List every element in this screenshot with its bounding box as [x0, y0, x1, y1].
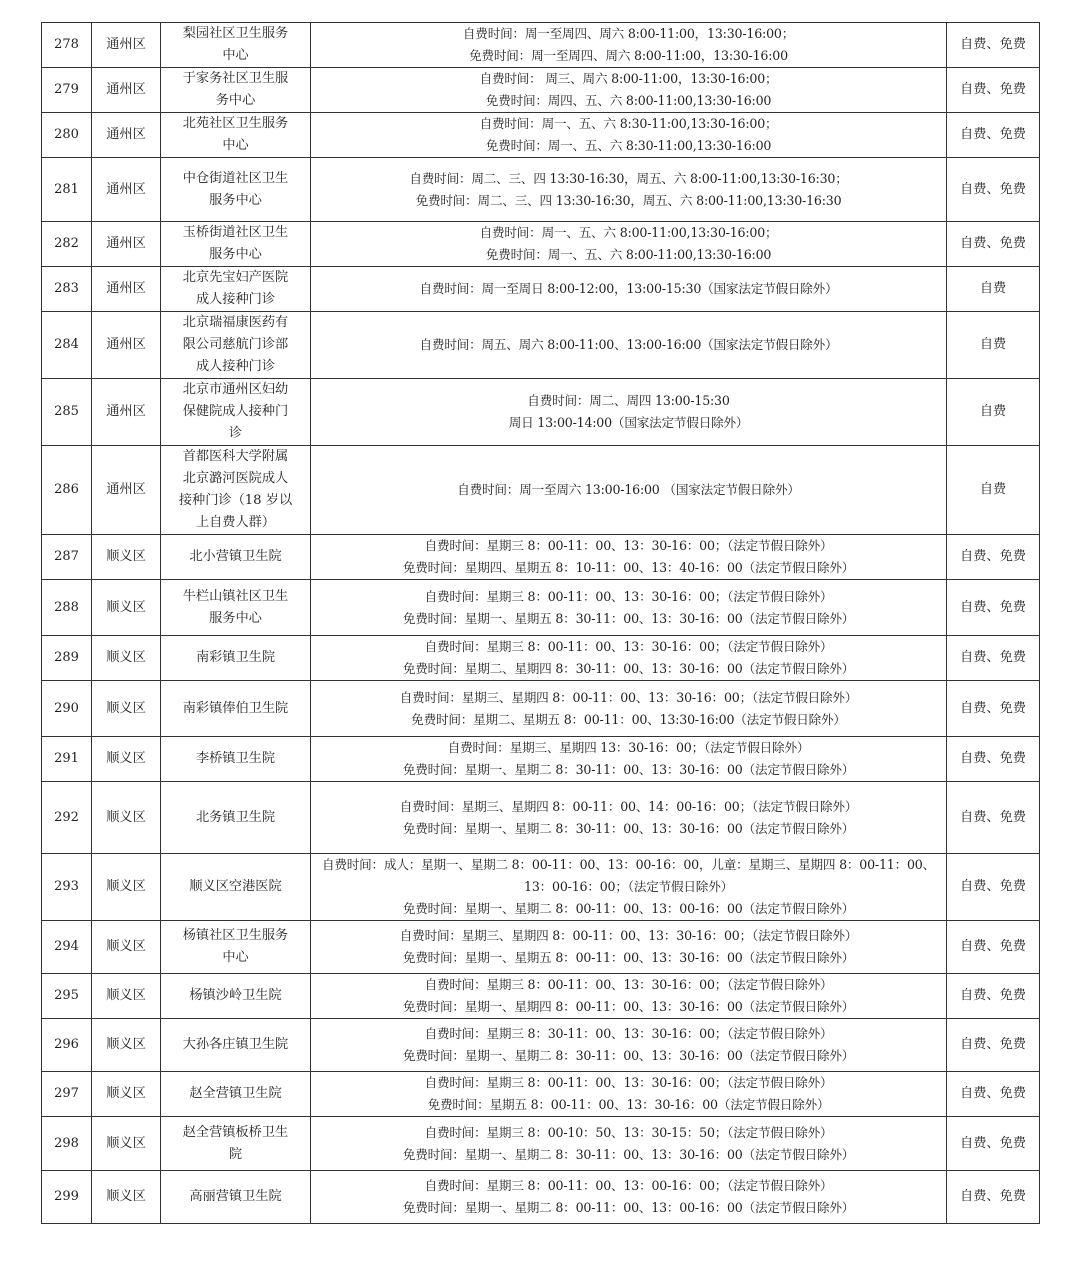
- schedule-line: 免费时间：星期一、星期二 8：30-11：00、13：30-16：00（法定节假日除外）: [402, 1146, 855, 1162]
- clinic-name: 高丽营镇卫生院: [189, 1189, 282, 1204]
- district-cell: 通州区: [92, 158, 161, 222]
- schedule-line: 免费时间：星期二、星期五 8：00-11：00、13:30-16:00（法定节假日除外）: [411, 711, 846, 727]
- clinic-name-cell: [161, 446, 311, 535]
- row-number: 296: [42, 1019, 92, 1072]
- table-row: [42, 681, 1040, 737]
- table-row: [42, 1117, 1040, 1171]
- fee-type-cell: 自费、免费: [947, 737, 1040, 782]
- schedule-line: 周日 13:00-14:00（国家法定节假日除外）: [508, 415, 749, 430]
- schedule-cell: [311, 681, 947, 737]
- clinic-name: 北小营镇卫生院: [189, 549, 282, 564]
- schedule-line: 自费时间：星期三、星期四 8：00-11：00、13：30-16：00；（法定节假日除外）: [399, 689, 858, 705]
- district-cell: 通州区: [92, 312, 161, 379]
- table-row: [42, 68, 1040, 113]
- clinic-schedule-table: [41, 22, 1040, 1224]
- fee-type-cell: 自费、免费: [947, 636, 1040, 681]
- schedule-cell: [311, 535, 947, 580]
- schedule-line: 自费时间：周五、周六 8:00-11:00、13:00-16:00（国家法定节假日除外）: [419, 337, 838, 352]
- fee-type-cell: 自费、免费: [947, 782, 1040, 854]
- clinic-name: 南彩镇卫生院: [195, 650, 276, 665]
- clinic-name-cell: [161, 782, 311, 854]
- table-row: [42, 1072, 1040, 1117]
- district-cell: 顺义区: [92, 854, 161, 921]
- table-row: [42, 854, 1040, 921]
- vaccination-clinic-table-page: [41, 22, 1039, 1224]
- schedule-line: 免费时间：周四、五、六 8:00-11:00,13:30-16:00: [485, 93, 772, 108]
- row-number: 286: [42, 446, 92, 535]
- schedule-line: 自费时间：星期三 8：00-11：00、13：00-16：00；（法定节假日除外）: [424, 1178, 833, 1193]
- clinic-name: 李桥镇卫生院: [195, 751, 276, 766]
- clinic-name: 北苑社区卫生服务中心: [182, 116, 289, 153]
- schedule-line: 自费时间：星期三、星期四 13：30-16：00；（法定节假日除外）: [447, 740, 810, 755]
- schedule-line: 自费时间：星期三 8：00-11：00、13：30-16：00；（法定节假日除外）: [424, 1075, 833, 1090]
- schedule-cell: [311, 222, 947, 267]
- schedule-cell: [311, 974, 947, 1019]
- schedule-cell: [311, 23, 947, 68]
- fee-type-cell: 自费、免费: [947, 113, 1040, 158]
- schedule-cell: [311, 1117, 947, 1171]
- row-number: 278: [42, 23, 92, 68]
- clinic-name-cell: [161, 737, 311, 782]
- clinic-name-cell: [161, 921, 311, 974]
- row-number: 294: [42, 921, 92, 974]
- clinic-name-cell: [161, 535, 311, 580]
- schedule-line: 免费时间：星期一、星期二 8：00-11：00、13：00-16：00（法定节假日除外）: [402, 1200, 855, 1215]
- table-row: [42, 974, 1040, 1019]
- clinic-name: 大孙各庄镇卫生院: [182, 1037, 289, 1052]
- schedule-line: 免费时间：星期二、星期四 8：30-11：00、13：30-16：00（法定节假日除外）: [402, 661, 855, 676]
- row-number: 292: [42, 782, 92, 854]
- fee-type-cell: 自费: [947, 312, 1040, 379]
- schedule-line: 自费时间：星期三 8：00-11：00、13：30-16：00；（法定节假日除外）: [424, 977, 833, 992]
- clinic-name: 首都医科大学附属北京潞河医院成人接种门诊（18 岁以上自费人群）: [178, 449, 293, 530]
- schedule-line: 免费时间：星期一、星期五 8：00-11：00、13：30-16：00（法定节假日除外）: [402, 950, 855, 965]
- clinic-name-cell: [161, 1019, 311, 1072]
- schedule-cell: [311, 379, 947, 446]
- schedule-cell: [311, 580, 947, 636]
- clinic-name: 于家务社区卫生服务中心: [182, 71, 289, 108]
- district-cell: 顺义区: [92, 636, 161, 681]
- table-row: [42, 737, 1040, 782]
- clinic-name-cell: [161, 974, 311, 1019]
- row-number: 283: [42, 267, 92, 312]
- row-number: 280: [42, 113, 92, 158]
- row-number: 285: [42, 379, 92, 446]
- row-number: 297: [42, 1072, 92, 1117]
- clinic-name: 北京瑞福康医药有限公司慈航门诊部成人接种门诊: [182, 315, 289, 374]
- schedule-cell: [311, 68, 947, 113]
- schedule-line: 自费时间：星期三、星期四 8：00-11：00、13：30-16：00；（法定节假日除外）: [399, 928, 858, 943]
- schedule-line: 自费时间：星期三 8：00-11：00、13：30-16：00；（法定节假日除外）: [424, 639, 833, 654]
- row-number: 288: [42, 580, 92, 636]
- district-cell: 通州区: [92, 113, 161, 158]
- table-row: [42, 113, 1040, 158]
- clinic-name: 赵全营镇板桥卫生院: [182, 1124, 289, 1162]
- fee-type-cell: 自费、免费: [947, 535, 1040, 580]
- row-number: 293: [42, 854, 92, 921]
- row-number: 299: [42, 1171, 92, 1224]
- clinic-name-cell: [161, 379, 311, 446]
- clinic-name: 中仓街道社区卫生服务中心: [182, 170, 289, 208]
- clinic-name-cell: [161, 580, 311, 636]
- row-number: 282: [42, 222, 92, 267]
- district-cell: 通州区: [92, 222, 161, 267]
- schedule-line: 自费时间：星期三 8：00-11：00、13：30-16：00；（法定节假日除外）: [424, 588, 833, 604]
- table-row: [42, 23, 1040, 68]
- district-cell: 通州区: [92, 68, 161, 113]
- schedule-line: 免费时间：星期五 8：00-11：00、13：30-16：00（法定节假日除外）: [427, 1097, 830, 1112]
- clinic-name-cell: [161, 158, 311, 222]
- clinic-name-cell: [161, 23, 311, 68]
- row-number: 287: [42, 535, 92, 580]
- schedule-line: 自费时间：周一、五、六 8:00-11:00,13:30-16:00；: [479, 225, 778, 240]
- schedule-line: 自费时间：星期三、星期四 8：00-11：00、14：00-16：00；（法定节假日除外）: [399, 798, 858, 814]
- clinic-name-cell: [161, 636, 311, 681]
- row-number: 279: [42, 68, 92, 113]
- schedule-line: 免费时间：周一、五、六 8:00-11:00,13:30-16:00: [485, 247, 772, 262]
- schedule-line: 自费时间：星期三 8：00-11：00、13：30-16：00；（法定节假日除外）: [424, 538, 833, 553]
- clinic-name: 顺义区空港医院: [189, 879, 282, 894]
- row-number: 295: [42, 974, 92, 1019]
- district-cell: 顺义区: [92, 921, 161, 974]
- table-row: [42, 158, 1040, 222]
- clinic-name-cell: [161, 854, 311, 921]
- fee-type-cell: 自费、免费: [947, 854, 1040, 921]
- schedule-cell: [311, 854, 947, 921]
- schedule-cell: [311, 1019, 947, 1072]
- table-row: [42, 580, 1040, 636]
- table-row: [42, 782, 1040, 854]
- schedule-cell: [311, 636, 947, 681]
- schedule-cell: [311, 921, 947, 974]
- row-number: 289: [42, 636, 92, 681]
- schedule-line: 自费时间：星期三 8：30-11：00、13：30-16：00；（法定节假日除外）: [424, 1026, 833, 1041]
- clinic-name: 梨园社区卫生服务中心: [182, 26, 289, 63]
- schedule-line: 自费时间：周一至周六 13:00-16:00 （国家法定节假日除外）: [457, 482, 800, 497]
- table-row: [42, 921, 1040, 974]
- fee-type-cell: 自费、免费: [947, 222, 1040, 267]
- row-number: 281: [42, 158, 92, 222]
- fee-type-cell: 自费、免费: [947, 681, 1040, 737]
- clinic-name-cell: [161, 267, 311, 312]
- clinic-name: 玉桥街道社区卫生服务中心: [182, 225, 289, 262]
- schedule-line: 自费时间：周一、五、六 8:30-11:00,13:30-16:00；: [479, 116, 778, 131]
- row-number: 291: [42, 737, 92, 782]
- table-row: [42, 636, 1040, 681]
- row-number: 298: [42, 1117, 92, 1171]
- district-cell: 顺义区: [92, 782, 161, 854]
- district-cell: 顺义区: [92, 1171, 161, 1224]
- schedule-cell: [311, 782, 947, 854]
- clinic-name: 杨镇沙岭卫生院: [189, 988, 282, 1003]
- schedule-line: 自费时间：周二、周四 13:00-15:30: [527, 393, 730, 408]
- fee-type-cell: 自费: [947, 446, 1040, 535]
- table-row: [42, 446, 1040, 535]
- clinic-name-cell: [161, 113, 311, 158]
- district-cell: 通州区: [92, 446, 161, 535]
- clinic-name: 赵全营镇卫生院: [189, 1086, 282, 1101]
- schedule-cell: [311, 1072, 947, 1117]
- district-cell: 顺义区: [92, 580, 161, 636]
- fee-type-cell: 自费、免费: [947, 921, 1040, 974]
- schedule-cell: [311, 113, 947, 158]
- fee-type-cell: 自费、免费: [947, 1117, 1040, 1171]
- clinic-name-cell: [161, 681, 311, 737]
- schedule-cell: [311, 737, 947, 782]
- schedule-line: 自费时间：周一至周日 8:00-12:00，13:00-15:30（国家法定节假日除外）: [419, 281, 838, 296]
- schedule-cell: [311, 158, 947, 222]
- district-cell: 顺义区: [92, 1072, 161, 1117]
- schedule-line: 免费时间：周一至周四、周六 8:00-11:00，13:30-16:00: [469, 48, 788, 63]
- district-cell: 顺义区: [92, 974, 161, 1019]
- district-cell: 顺义区: [92, 1019, 161, 1072]
- schedule-line: 免费时间：周二、三、四 13:30-16:30，周五、六 8:00-11:00,13:30-16:30: [415, 192, 842, 208]
- schedule-line: 免费时间：周一、五、六 8:30-11:00,13:30-16:00: [485, 138, 772, 153]
- schedule-line: 自费时间： 周三、周六 8:00-11:00，13:30-16:00；: [479, 71, 778, 86]
- clinic-name-cell: [161, 68, 311, 113]
- district-cell: 顺义区: [92, 1117, 161, 1171]
- row-number: 284: [42, 312, 92, 379]
- fee-type-cell: 自费、免费: [947, 1171, 1040, 1224]
- table-body: [42, 23, 1040, 1224]
- clinic-name: 北京市通州区妇幼保健院成人接种门诊: [182, 382, 289, 441]
- table-row: [42, 267, 1040, 312]
- fee-type-cell: 自费、免费: [947, 158, 1040, 222]
- fee-type-cell: 自费、免费: [947, 68, 1040, 113]
- fee-type-cell: 自费: [947, 379, 1040, 446]
- clinic-name: 北务镇卫生院: [195, 809, 276, 825]
- schedule-line: 免费时间：星期一、星期四 8：00-11：00、13：30-16：00（法定节假日除外）: [402, 999, 855, 1014]
- fee-type-cell: 自费、免费: [947, 23, 1040, 68]
- schedule-line: 自费时间：周二、三、四 13:30-16:30，周五、六 8:00-11:00,13:30-16:30；: [409, 170, 848, 186]
- district-cell: 通州区: [92, 379, 161, 446]
- table-row: [42, 379, 1040, 446]
- row-number: 290: [42, 681, 92, 737]
- fee-type-cell: 自费、免费: [947, 1072, 1040, 1117]
- district-cell: 顺义区: [92, 681, 161, 737]
- district-cell: 顺义区: [92, 737, 161, 782]
- schedule-cell: [311, 312, 947, 379]
- schedule-cell: [311, 446, 947, 535]
- district-cell: 通州区: [92, 267, 161, 312]
- clinic-name-cell: [161, 1117, 311, 1171]
- table-row: [42, 312, 1040, 379]
- schedule-line: 免费时间：星期一、星期二 8：30-11：00、13：30-16：00（法定节假日除外）: [402, 1048, 855, 1063]
- clinic-name: 牛栏山镇社区卫生服务中心: [182, 588, 289, 626]
- schedule-line: 免费时间：星期一、星期二 8：30-11：00、13：30-16：00（法定节假日除外）: [402, 762, 855, 777]
- schedule-line: 自费时间：周一至周四、周六 8:00-11:00，13:30-16:00；: [462, 26, 795, 41]
- fee-type-cell: 自费、免费: [947, 974, 1040, 1019]
- clinic-name-cell: [161, 1072, 311, 1117]
- schedule-line: 免费时间：星期一、星期五 8：30-11：00、13：30-16：00（法定节假日除外）: [402, 610, 855, 626]
- schedule-line: 免费时间：星期一、星期二 8：30-11：00、13：30-16：00（法定节假日除外）: [402, 820, 855, 836]
- clinic-name-cell: [161, 1171, 311, 1224]
- fee-type-cell: 自费、免费: [947, 1019, 1040, 1072]
- table-row: [42, 1171, 1040, 1224]
- clinic-name: 南彩镇俸伯卫生院: [182, 700, 289, 716]
- clinic-name: 杨镇社区卫生服务中心: [182, 928, 289, 965]
- district-cell: 顺义区: [92, 535, 161, 580]
- schedule-line: 自费时间：成人：星期一、星期二 8：00-11：00、13：00-16：00，儿童：星期三、星期四 8：00-11：00、13：00-16：00；（法定节假日除外）: [321, 857, 936, 894]
- schedule-line: 自费时间：星期三 8：00-10：50、13：30-15：50；（法定节假日除外）: [424, 1124, 833, 1140]
- schedule-cell: [311, 1171, 947, 1224]
- district-cell: 通州区: [92, 23, 161, 68]
- table-row: [42, 535, 1040, 580]
- table-row: [42, 222, 1040, 267]
- clinic-name: 北京先宝妇产医院成人接种门诊: [182, 270, 289, 307]
- table-row: [42, 1019, 1040, 1072]
- fee-type-cell: 自费、免费: [947, 580, 1040, 636]
- clinic-name-cell: [161, 222, 311, 267]
- schedule-line: 免费时间：星期一、星期二 8：00-11：00、13：00-16：00（法定节假日除外）: [402, 901, 855, 916]
- fee-type-cell: 自费: [947, 267, 1040, 312]
- schedule-cell: [311, 267, 947, 312]
- clinic-name-cell: [161, 312, 311, 379]
- schedule-line: 免费时间：星期四、星期五 8：10-11：00、13：40-16：00（法定节假日除外）: [402, 560, 855, 575]
